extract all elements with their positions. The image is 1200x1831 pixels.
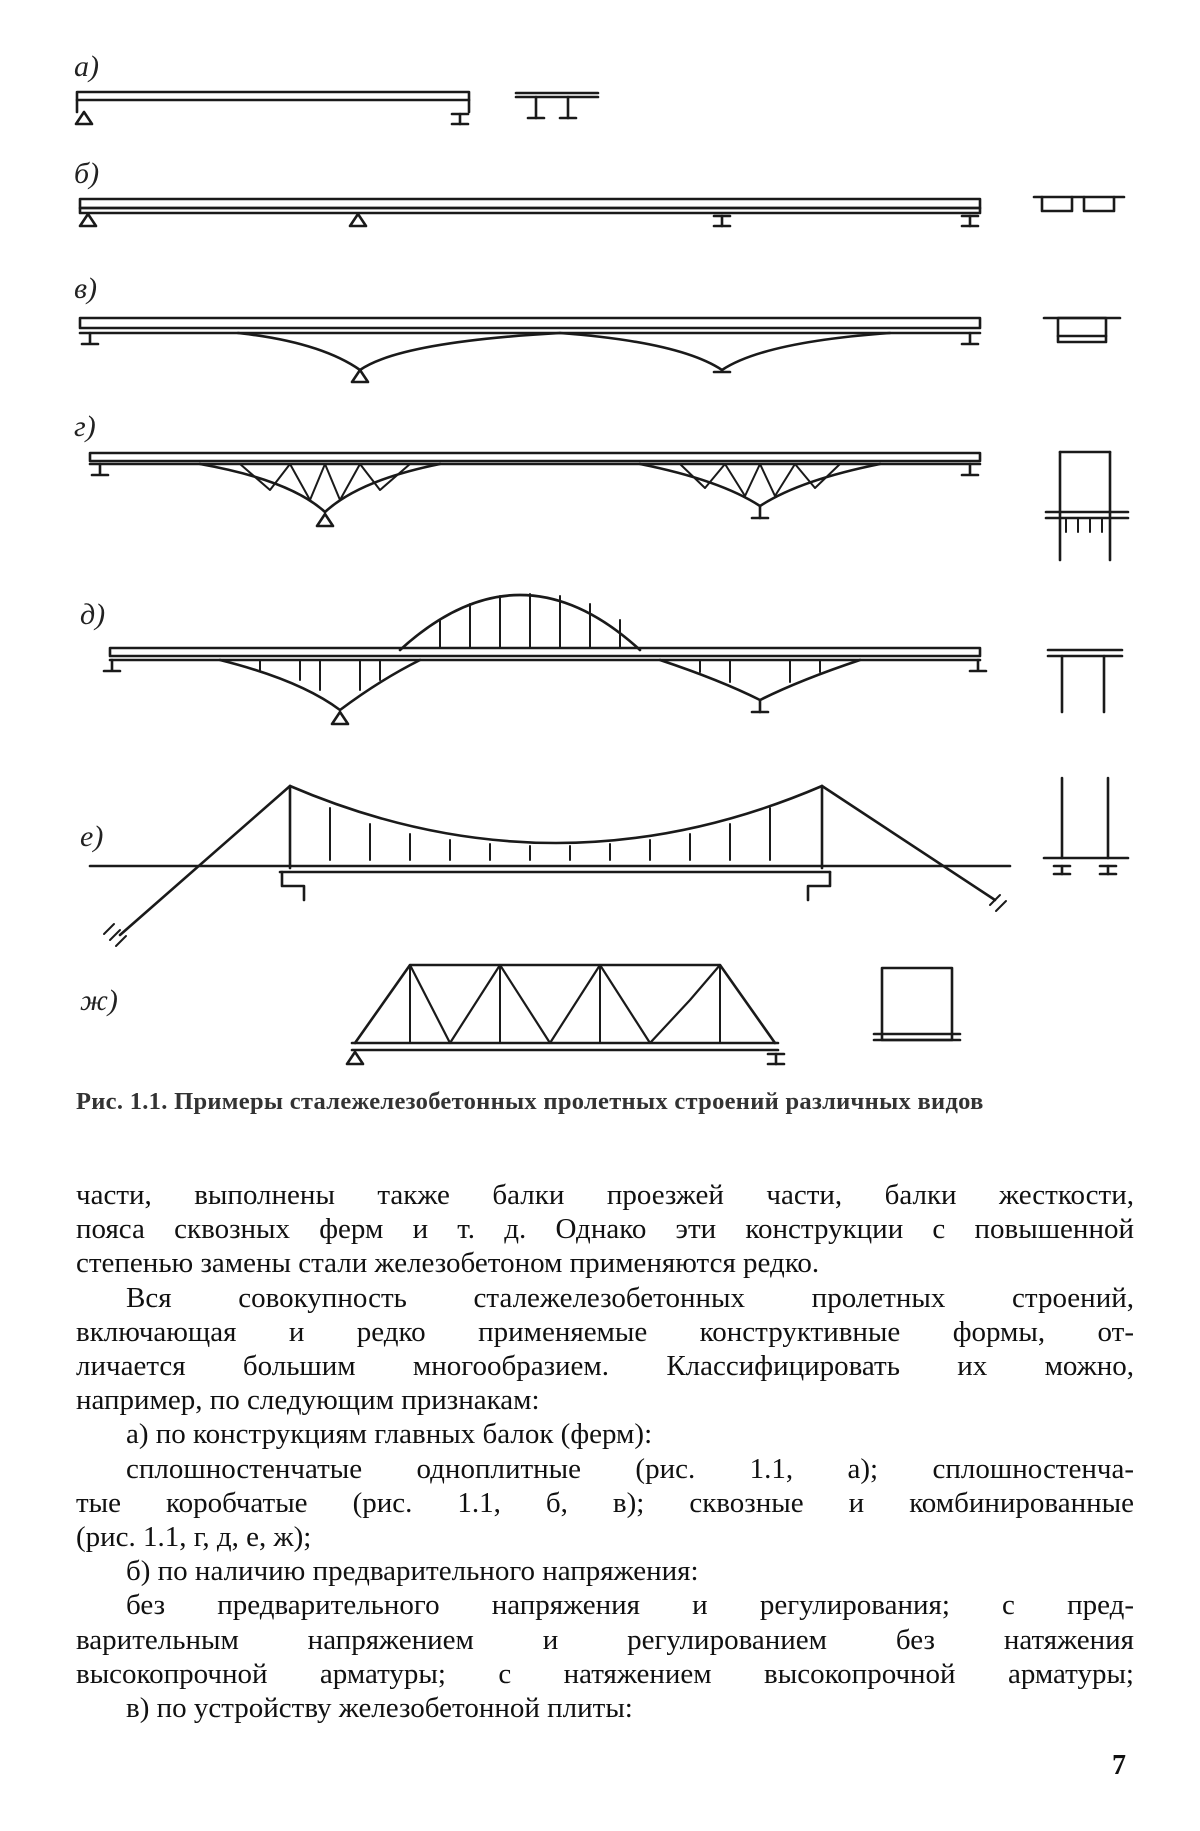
- text-line: в) по устройству железобетонной плиты:: [126, 1692, 633, 1725]
- label-v: в): [74, 272, 98, 305]
- diagram-a: [76, 92, 598, 124]
- label-e: е): [80, 820, 104, 853]
- text-line: варительным напряжением и регулированием без натяжения: [76, 1623, 1134, 1656]
- text-line: степенью замены стали железобетоном применяются редко.: [76, 1247, 820, 1280]
- diagram-v: [80, 318, 1120, 382]
- label-d: д): [80, 598, 106, 631]
- text-line: высокопрочной арматуры; с натяжением высокопрочной арматуры;: [76, 1657, 1134, 1690]
- text-line: тые коробчатые (рис. 1.1, б, в); сквозные и комбинированные: [76, 1486, 1134, 1519]
- text-line: Вся совокупность сталежелезобетонных пролетных строений,: [126, 1281, 1134, 1314]
- label-b: б): [74, 157, 100, 190]
- text-line: например, по следующим признакам:: [76, 1384, 540, 1417]
- label-g: г): [74, 410, 96, 443]
- text-line: (рис. 1.1, г, д, е, ж);: [76, 1521, 312, 1554]
- text-line: пояса сквозных ферм и т. д. Однако эти конструкции с повышенной: [76, 1213, 1134, 1246]
- figure-caption: Рис. 1.1. Примеры сталежелезобетонных пролетных строений различных видов: [76, 1088, 984, 1115]
- diagram-e: [90, 778, 1128, 946]
- text-line: сплошностенчатые одноплитные (рис. 1.1, а); сплошностенча-: [126, 1452, 1134, 1485]
- diagram-g: [90, 452, 1128, 560]
- text-line: включающая и редко применяемые конструктивные формы, от-: [76, 1315, 1134, 1348]
- text-line: а) по конструкциям главных балок (ферм):: [126, 1418, 653, 1451]
- text-line: личается большим многообразием. Классифицировать их можно,: [76, 1350, 1134, 1383]
- diagram-d: [104, 594, 1122, 724]
- text-line: б) по наличию предварительного напряжения:: [126, 1555, 699, 1588]
- label-a: а): [74, 50, 99, 83]
- page-number: 7: [1112, 1750, 1126, 1781]
- text-line: части, выполнены также балки проезжей части, балки жесткости,: [76, 1179, 1134, 1211]
- body-text: [76, 1178, 1134, 1725]
- label-zh: ж): [80, 984, 118, 1017]
- diagram-b: [80, 197, 1124, 226]
- diagram-zh: [347, 965, 960, 1064]
- text-line: без предварительного напряжения и регулирования; с пред-: [126, 1589, 1134, 1622]
